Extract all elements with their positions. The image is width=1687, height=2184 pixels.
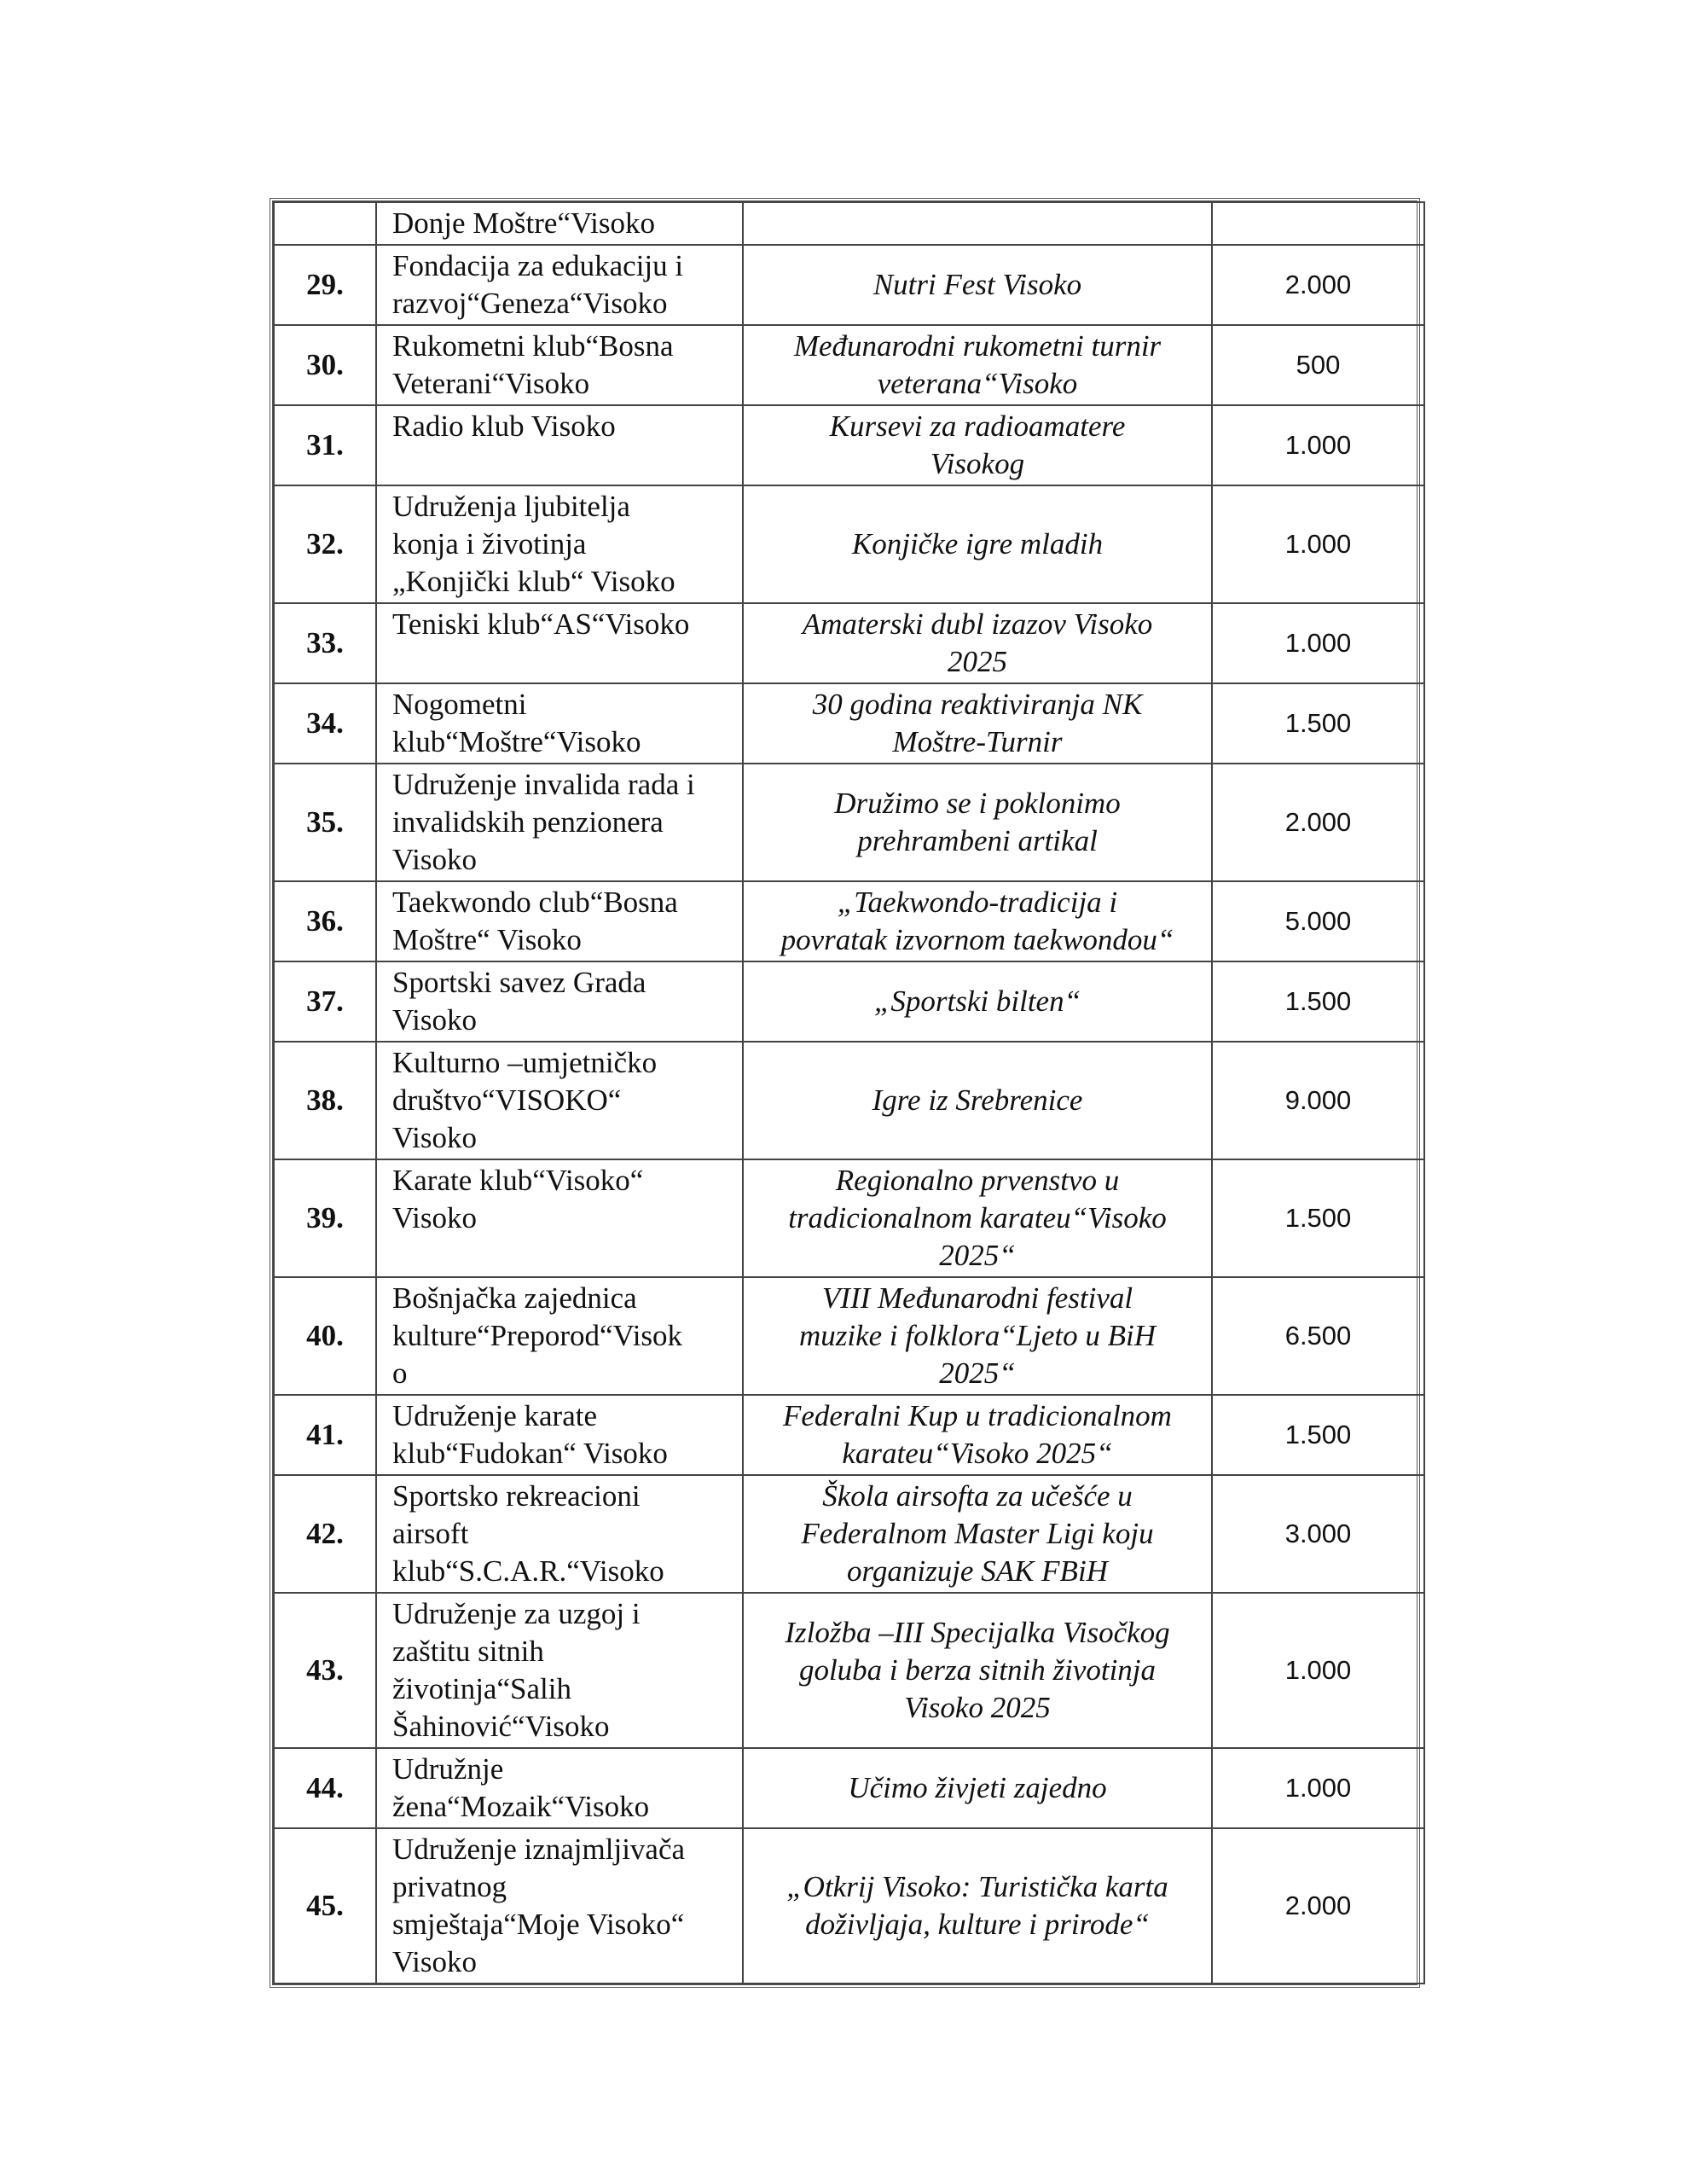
table-row [274,325,1424,405]
project-name: 30 godina reaktiviranja NK Moštre-Turnir [743,683,1212,764]
row-number: 30. [274,325,376,405]
project-name: Izložba –III Specijalka Visočkog goluba i berza sitnih životinja Visoko 2025 [743,1593,1212,1748]
project-name: Konjičke igre mladih [743,485,1212,603]
project-name: Učimo živjeti zajedno [743,1748,1212,1828]
organization-name: Udruženje invalida rada i invalidskih penzionera Visoko [376,764,743,881]
table-row [274,202,1424,245]
grant-amount: 6.500 [1212,1277,1424,1395]
table-row [274,1277,1424,1395]
grant-amount: 3.000 [1212,1475,1424,1593]
row-number: 43. [274,1593,376,1748]
table-row [274,485,1424,603]
row-number: 45. [274,1828,376,1984]
row-number: 29. [274,245,376,325]
row-number: 39. [274,1159,376,1277]
table-row [274,1828,1424,1984]
row-number: 37. [274,961,376,1042]
row-number: 38. [274,1042,376,1159]
organization-name: Rukometni klub“Bosna Veterani“Visoko [376,325,743,405]
table-row [274,1159,1424,1277]
organization-name: Taekwondo club“Bosna Moštre“ Visoko [376,881,743,961]
grants-table [273,201,1425,1984]
project-name: VIII Međunarodni festival muzike i folklora“Ljeto u BiH 2025“ [743,1277,1212,1395]
row-number: 34. [274,683,376,764]
grant-amount: 500 [1212,325,1424,405]
organization-name: Bošnjačka zajednica kulture“Preporod“Visok o [376,1277,743,1395]
row-number: 35. [274,764,376,881]
grant-amount: 1.000 [1212,1593,1424,1748]
grant-amount: 2.000 [1212,764,1424,881]
grant-amount: 1.500 [1212,1159,1424,1277]
table-row [274,1475,1424,1593]
row-number: 31. [274,405,376,485]
grant-amount: 1.500 [1212,961,1424,1042]
table-row [274,1593,1424,1748]
organization-name: Udruženje karate klub“Fudokan“ Visoko [376,1395,743,1475]
table-row [274,603,1424,683]
organization-name: Udružnje žena“Mozaik“Visoko [376,1748,743,1828]
table-row [274,405,1424,485]
grants-table-frame [270,198,1420,1988]
project-name: „Otkrij Visoko: Turistička karta doživljaja, kulture i prirode“ [743,1828,1212,1984]
row-number [274,202,376,245]
project-name: „Taekwondo-tradicija i povratak izvornom taekwondou“ [743,881,1212,961]
project-name: Škola airsofta za učešće u Federalnom Master Ligi koju organizuje SAK FBiH [743,1475,1212,1593]
table-row [274,1395,1424,1475]
organization-name: Radio klub Visoko [376,405,743,485]
grant-amount: 5.000 [1212,881,1424,961]
row-number: 33. [274,603,376,683]
table-row [274,683,1424,764]
grant-amount: 2.000 [1212,1828,1424,1984]
organization-name: Udruženja ljubitelja konja i životinja „Konjički klub“ Visoko [376,485,743,603]
organization-name: Karate klub“Visoko“ Visoko [376,1159,743,1277]
project-name: Amaterski dubl izazov Visoko 2025 [743,603,1212,683]
project-name: Nutri Fest Visoko [743,245,1212,325]
grant-amount: 2.000 [1212,245,1424,325]
project-name: Međunarodni rukometni turnir veterana“Visoko [743,325,1212,405]
organization-name: Nogometni klub“Moštre“Visoko [376,683,743,764]
grant-amount: 1.000 [1212,405,1424,485]
project-name: Kursevi za radioamatere Visokog [743,405,1212,485]
organization-name: Sportski savez Grada Visoko [376,961,743,1042]
row-number: 36. [274,881,376,961]
grant-amount: 9.000 [1212,1042,1424,1159]
organization-name: Udruženje za uzgoj i zaštitu sitnih životinja“Salih Šahinović“Visoko [376,1593,743,1748]
grant-amount: 1.500 [1212,683,1424,764]
grant-amount: 1.500 [1212,1395,1424,1475]
grants-table-body [274,202,1424,1984]
organization-name: Fondacija za edukaciju i razvoj“Geneza“Visoko [376,245,743,325]
organization-name: Teniski klub“AS“Visoko [376,603,743,683]
grant-amount: 1.000 [1212,485,1424,603]
project-name: Federalni Kup u tradicionalnom karateu“Visoko 2025“ [743,1395,1212,1475]
table-row [274,1748,1424,1828]
table-row [274,1042,1424,1159]
row-number: 44. [274,1748,376,1828]
grant-amount [1212,202,1424,245]
organization-name: Donje Moštre“Visoko [376,202,743,245]
organization-name: Kulturno –umjetničko društvo“VISOKO“ Visoko [376,1042,743,1159]
table-row [274,245,1424,325]
project-name [743,202,1212,245]
row-number: 32. [274,485,376,603]
project-name: Regionalno prvenstvo u tradicionalnom karateu“Visoko 2025“ [743,1159,1212,1277]
row-number: 40. [274,1277,376,1395]
project-name: Družimo se i poklonimo prehrambeni artikal [743,764,1212,881]
row-number: 42. [274,1475,376,1593]
project-name: Igre iz Srebrenice [743,1042,1212,1159]
table-row [274,881,1424,961]
row-number: 41. [274,1395,376,1475]
organization-name: Udruženje iznajmljivača privatnog smještaja“Moje Visoko“ Visoko [376,1828,743,1984]
project-name: „Sportski bilten“ [743,961,1212,1042]
table-row [274,764,1424,881]
grant-amount: 1.000 [1212,603,1424,683]
table-row [274,961,1424,1042]
organization-name: Sportsko rekreacioni airsoft klub“S.C.A.R.“Visoko [376,1475,743,1593]
grant-amount: 1.000 [1212,1748,1424,1828]
